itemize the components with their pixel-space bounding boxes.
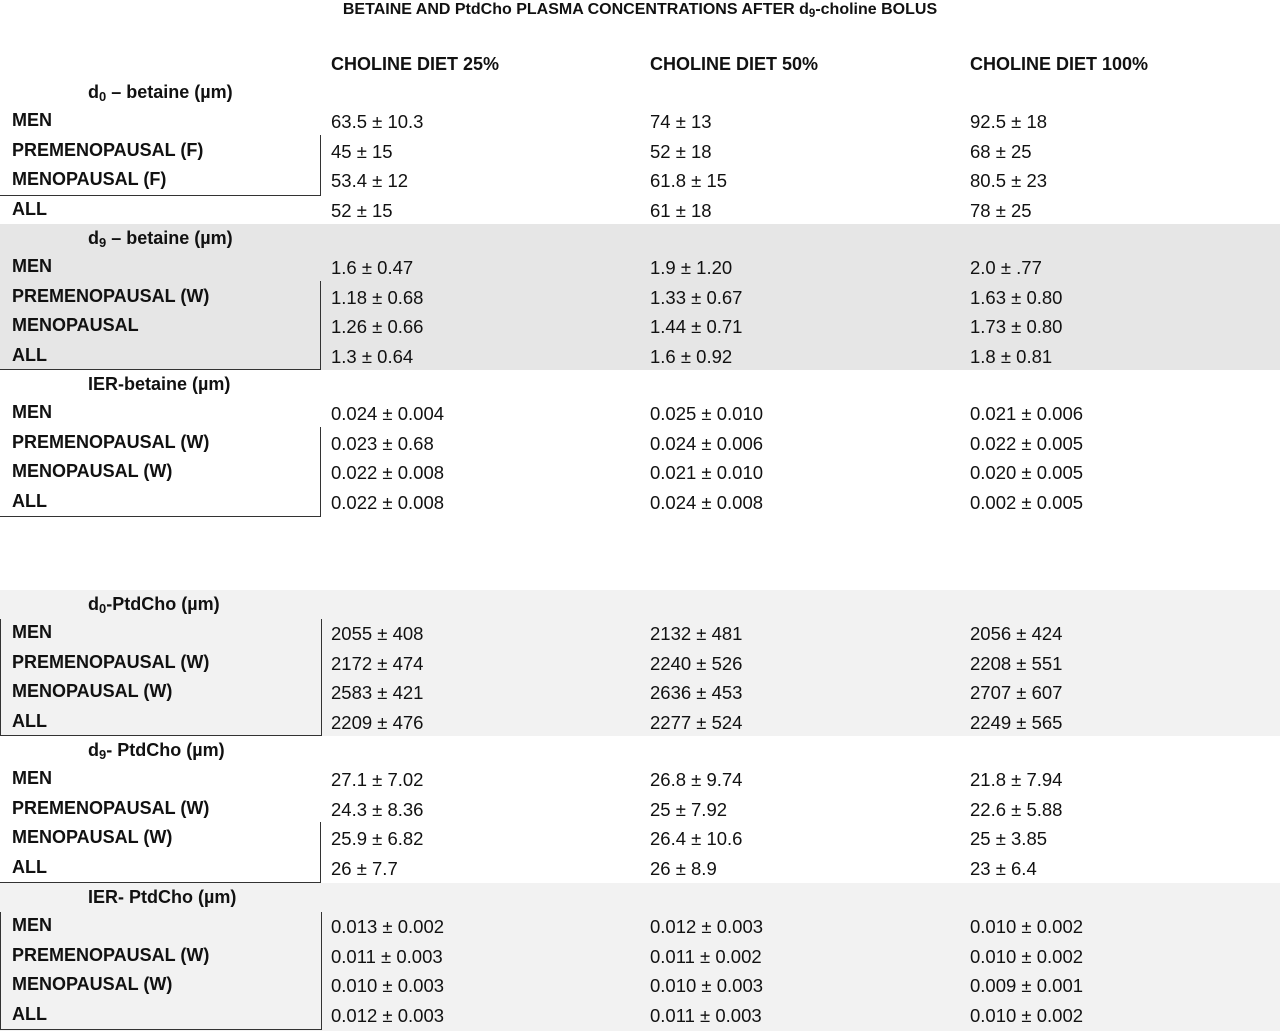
cell-value: 0.024 ± 0.008 (650, 491, 764, 513)
section-d0-ptdcho (0, 590, 1280, 736)
cell-value: 2583 ± 421 (331, 682, 424, 703)
row-label: MEN (12, 256, 52, 276)
row-label: ALL (12, 1003, 47, 1024)
cell-value: 1.9 ± 1.20 (650, 257, 733, 278)
table-row (0, 311, 1280, 341)
cell-value: 1.33 ± 0.67 (650, 286, 743, 308)
section-title: $d_0$-PtdCho (µm) (88, 594, 220, 617)
cell-value: 26 ± 8.9 (650, 857, 717, 879)
cell-value: 2277 ± 524 (650, 711, 743, 733)
cell-value: 0.022 ± 0.008 (331, 491, 445, 513)
cell-value: 0.021 ± 0.006 (970, 403, 1084, 424)
table-row (0, 398, 1280, 428)
column-header-100: CHOLINE DIET 100% (970, 54, 1149, 74)
cell-value: 0.013 ± 0.002 (331, 916, 445, 937)
cell-value: 23 ± 6.4 (970, 857, 1037, 879)
section-ier-ptdcho (0, 883, 1280, 1031)
cell-value: 1.6 ± 0.92 (650, 345, 733, 367)
cell-value: 0.010 ± 0.002 (970, 916, 1084, 937)
table-row (0, 487, 1280, 517)
cell-value: 27.1 ± 7.02 (331, 769, 424, 790)
row-label: PREMENOPAUSAL (W) (12, 797, 210, 818)
row-label: PREMENOPAUSAL (W) (12, 431, 210, 452)
row-label: MENOPAUSAL (W) (12, 681, 173, 701)
row-label: MEN (12, 915, 52, 935)
table-row (0, 648, 1280, 678)
cell-value: 74 ± 13 (650, 111, 712, 132)
row-label: PREMENOPAUSAL (F) (12, 139, 204, 160)
cell-value: 0.022 ± 0.008 (331, 462, 445, 483)
row-label: MENOPAUSAL (W) (12, 974, 173, 994)
row-label: MENOPAUSAL (12, 315, 139, 335)
cell-value: 2636 ± 453 (650, 682, 743, 703)
cell-value: 26.4 ± 10.6 (650, 828, 743, 849)
row-label: MENOPAUSAL (F) (12, 169, 167, 189)
cell-value: 25.9 ± 6.82 (331, 828, 424, 849)
row-label: MEN (12, 768, 52, 788)
table-row (0, 707, 1280, 737)
cell-value: 61 ± 18 (650, 199, 712, 221)
section-d0-betaine (0, 78, 1280, 224)
cell-value: 2208 ± 551 (970, 652, 1063, 674)
row-label: ALL (12, 856, 47, 877)
cell-value: 26.8 ± 9.74 (650, 769, 743, 790)
row-label: MEN (12, 622, 52, 642)
cell-value: 2209 ± 476 (331, 711, 424, 733)
row-label: MEN (12, 110, 52, 130)
cell-value: 63.5 ± 10.3 (331, 111, 424, 132)
table-row (0, 282, 1280, 312)
cell-value: 45 ± 15 (331, 140, 393, 162)
cell-value: 0.020 ± 0.005 (970, 462, 1084, 483)
row-label: PREMENOPAUSAL (W) (12, 285, 210, 306)
cell-value: 0.021 ± 0.010 (650, 462, 764, 483)
cell-value: 0.025 ± 0.010 (650, 403, 764, 424)
column-header-25: CHOLINE DIET 25% (331, 54, 500, 74)
cell-value: 1.44 ± 0.71 (650, 316, 743, 337)
cell-value: 78 ± 25 (970, 199, 1032, 221)
table-row (0, 428, 1280, 458)
cell-value: 68 ± 25 (970, 140, 1032, 162)
row-label: ALL (12, 344, 47, 365)
row-label: ALL (12, 490, 47, 511)
cell-value: 2132 ± 481 (650, 623, 743, 644)
cell-value: 2240 ± 526 (650, 652, 743, 674)
cell-value: 0.011 ± 0.003 (650, 1004, 762, 1026)
cell-value: 2.0 ± .77 (970, 257, 1042, 278)
cell-value: 0.011 ± 0.003 (331, 945, 443, 967)
table-row (0, 794, 1280, 824)
cell-value: 0.022 ± 0.005 (970, 432, 1084, 454)
cell-value: 0.010 ± 0.003 (331, 975, 445, 996)
table-row (0, 1000, 1280, 1030)
cell-value: 2056 ± 424 (970, 623, 1063, 644)
cell-value: 22.6 ± 5.88 (970, 798, 1063, 820)
cell-value: 25 ± 7.92 (650, 798, 728, 820)
section-d9-betaine (0, 224, 1280, 370)
cell-value: 52 ± 18 (650, 140, 712, 162)
table-row (0, 823, 1280, 853)
cell-value: 0.010 ± 0.003 (650, 975, 764, 996)
cell-value: 0.010 ± 0.002 (970, 945, 1084, 967)
section-title: IER- PtdCho (µm) (88, 887, 237, 907)
row-label: PREMENOPAUSAL (W) (12, 651, 210, 672)
cell-value: 2172 ± 474 (331, 652, 424, 674)
section-title: $d_9-$ PtdCho (µm) (88, 740, 225, 763)
cell-value: 1.73 ± 0.80 (970, 316, 1063, 337)
column-header-50: CHOLINE DIET 50% (650, 54, 819, 74)
cell-value: 1.63 ± 0.80 (970, 286, 1063, 308)
table-row (0, 677, 1280, 707)
cell-value: 0.010 ± 0.002 (970, 1004, 1084, 1026)
table-row (0, 106, 1280, 136)
cell-value: 61.8 ± 15 (650, 170, 728, 191)
table-row (0, 195, 1280, 225)
table-row (0, 136, 1280, 166)
cell-value: 26 ± 7.7 (331, 857, 398, 879)
table-row (0, 341, 1280, 371)
section-ier-betaine (0, 370, 1280, 517)
table-row (0, 165, 1280, 195)
row-label: MENOPAUSAL (W) (12, 827, 173, 847)
section-title: $d_0$ – betaine (µm) (88, 82, 233, 105)
cell-value: 1.3 ± 0.64 (331, 345, 414, 367)
cell-value: 0.024 ± 0.006 (650, 432, 764, 454)
cell-value: 0.002 ± 0.005 (970, 491, 1084, 513)
section-d9-ptdcho (0, 736, 1280, 883)
row-label: MENOPAUSAL (W) (12, 461, 173, 481)
cell-value: 80.5 ± 23 (970, 170, 1048, 191)
cell-value: 92.5 ± 18 (970, 111, 1048, 132)
cell-value: 24.3 ± 8.36 (331, 798, 424, 820)
cell-value: 25 ± 3.85 (970, 828, 1048, 849)
cell-value: 0.012 ± 0.003 (331, 1004, 445, 1026)
table-row (0, 252, 1280, 282)
table-row (0, 457, 1280, 487)
row-label: ALL (12, 710, 47, 731)
cell-value: 1.6 ± 0.47 (331, 257, 414, 278)
cell-value: 0.023 ± 0.68 (331, 432, 434, 454)
table-row (0, 853, 1280, 883)
cell-value: 0.024 ± 0.004 (331, 403, 445, 424)
cell-value: 0.011 ± 0.002 (650, 945, 762, 967)
cell-value: 0.009 ± 0.001 (970, 975, 1084, 996)
table-row (0, 764, 1280, 794)
row-label: MEN (12, 402, 52, 422)
table-row (0, 941, 1280, 971)
cell-value: 0.012 ± 0.003 (650, 916, 764, 937)
cell-value: 21.8 ± 7.94 (970, 769, 1063, 790)
row-label: ALL (12, 198, 47, 219)
table-row (0, 970, 1280, 1000)
table-row (0, 618, 1280, 648)
cell-value: 2055 ± 408 (331, 623, 424, 644)
section-title: IER-betaine (µm) (88, 374, 231, 394)
cell-value: 2707 ± 607 (970, 682, 1063, 703)
section-title: $d_9$ – betaine (µm) (88, 228, 233, 251)
cell-value: 1.26 ± 0.66 (331, 316, 424, 337)
table-title: BETAINE AND PtdCho PLASMA CONCENTRATIONS AFTER $d_9$-choline BOLUS (342, 1, 938, 20)
table-row (0, 911, 1280, 941)
cell-value: 1.18 ± 0.68 (331, 286, 424, 308)
cell-value: 1.8 ± 0.81 (970, 345, 1053, 367)
cell-value: 2249 ± 565 (970, 711, 1063, 733)
row-label: PREMENOPAUSAL (W) (12, 944, 210, 965)
cell-value: 53.4 ± 12 (331, 170, 409, 191)
cell-value: 52 ± 15 (331, 199, 393, 221)
